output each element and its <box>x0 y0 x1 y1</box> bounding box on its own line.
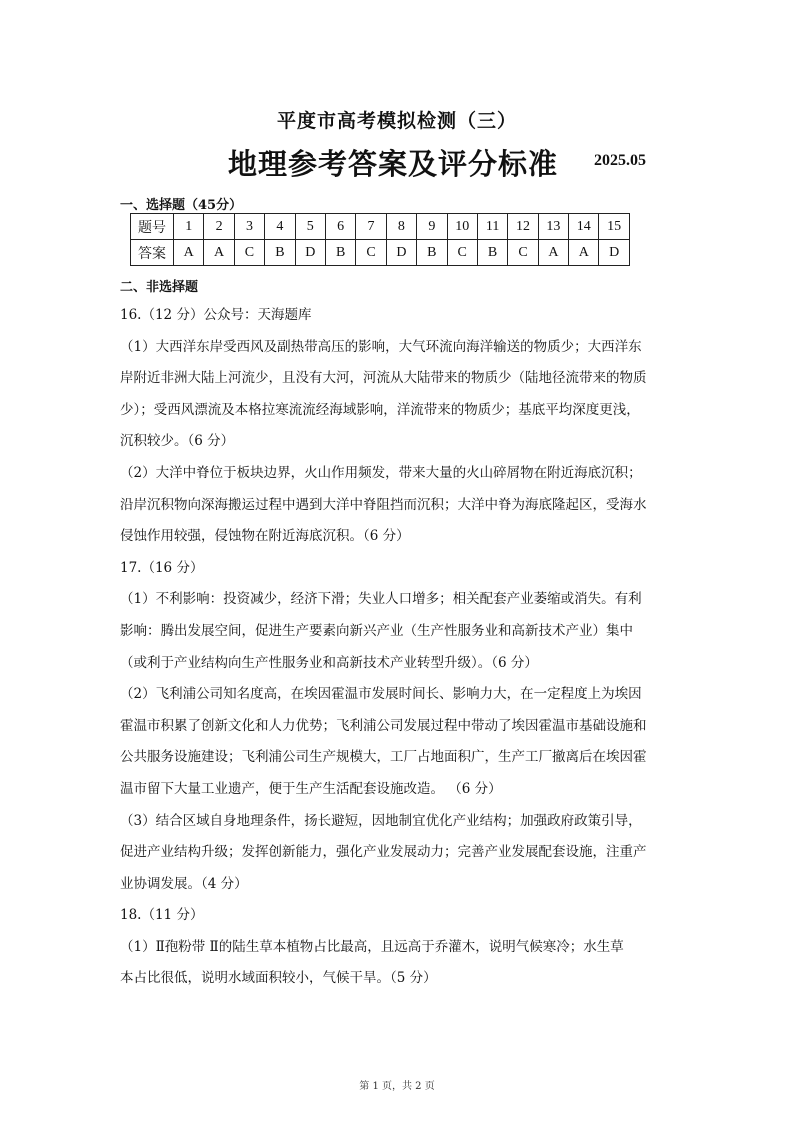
answer-cell: D <box>599 240 629 266</box>
text-line: 岸附近非洲大陆上河流少，且没有大河，河流从大陆带来的物质少（陆地径流带来的物质 <box>120 370 647 387</box>
question-number-cell: 3 <box>234 214 264 240</box>
text-line: （1）大西洋东岸受西风及副热带高压的影响，大气环流向海洋输送的物质少；大西洋东 <box>120 338 642 355</box>
question-number-cell: 8 <box>386 214 416 240</box>
text-line: 沿岸沉积物向深海搬运过程中遇到大洋中脊阻挡而沉积；大洋中脊为海底隆起区，受海水 <box>120 496 647 513</box>
document-date: 2025.05 <box>594 152 646 169</box>
question-number-cell: 1 <box>174 214 204 240</box>
question-number-cell: 5 <box>295 214 325 240</box>
answer-cell: A <box>538 240 568 266</box>
question-number-row <box>131 214 630 240</box>
text-line: （2）大洋中脊位于板块边界，火山作用频发，带来大量的火山碎屑物在附近海底沉积； <box>120 464 642 481</box>
document-subtitle: 地理参考答案及评分标准 <box>228 147 559 181</box>
section-2-title: 二、非选择题 <box>120 280 199 295</box>
row-label-number: 题号 <box>131 214 174 240</box>
row-label-answer: 答案 <box>131 240 174 266</box>
question-number-cell: 15 <box>599 214 629 240</box>
question-number-cell: 7 <box>356 214 386 240</box>
text-line: 促进产业结构升级；发挥创新能力，强化产业发展动力；完善产业发展配套设施，注重产 <box>120 844 647 861</box>
answer-cell: D <box>386 240 416 266</box>
text-line: 霍温市积累了创新文化和人力优势；飞利浦公司发展过程中带动了埃因霍温市基础设施和 <box>120 717 647 734</box>
exam-title: 平度市高考模拟检测（三） <box>276 110 517 132</box>
answer-cell: C <box>234 240 264 266</box>
question-number-cell: 14 <box>569 214 599 240</box>
text-line: （3）结合区域自身地理条件，扬长避短，因地制宜优化产业结构；加强政府政策引导， <box>120 812 642 829</box>
question-number-cell: 10 <box>447 214 477 240</box>
answer-cell: C <box>508 240 538 266</box>
question-number-cell: 4 <box>265 214 295 240</box>
answer-cell: B <box>325 240 355 266</box>
question-number-cell: 11 <box>477 214 507 240</box>
answer-cell: B <box>265 240 295 266</box>
answer-cell: B <box>417 240 447 266</box>
text-line: 业协调发展。（4 分） <box>120 875 248 892</box>
text-line: （1）Ⅱ孢粉带 Ⅱ的陆生草本植物占比最高，且远高于乔灌木，说明气候寒冷；水生草 <box>120 938 624 955</box>
question-number-cell: 2 <box>204 214 234 240</box>
text-line: （或利于产业结构向生产性服务业和高新技术产业转型升级）。（6 分） <box>120 654 538 671</box>
question-number-cell: 13 <box>538 214 568 240</box>
text-line: 17.（16 分） <box>120 559 204 576</box>
answer-cell: A <box>569 240 599 266</box>
answer-cell: B <box>477 240 507 266</box>
text-line: 16.（12 分）公众号：天海题库 <box>120 307 312 323</box>
answer-cell: C <box>356 240 386 266</box>
text-line: （1）不利影响：投资减少，经济下滑；失业人口增多；相关配套产业萎缩或消失。有利 <box>120 591 642 608</box>
answer-row <box>131 240 630 266</box>
answer-cell: C <box>447 240 477 266</box>
question-number-cell: 6 <box>325 214 355 240</box>
text-line: 公共服务设施建设；飞利浦公司生产规模大，工厂占地面积广，生产工厂撤离后在埃因霍 <box>120 749 647 766</box>
question-number-cell: 9 <box>417 214 447 240</box>
text-line: 沉积较少。（6 分） <box>120 433 235 450</box>
answer-cell: A <box>204 240 234 266</box>
answer-content <box>120 300 676 995</box>
text-line: 少）；受西风漂流及本格拉寒流流经海域影响，洋流带来的物质少；基底平均深度更浅， <box>120 401 640 418</box>
text-line: 影响：腾出发展空间，促进生产要素向新兴产业（生产性服务业和高新技术产业）集中 <box>120 622 633 639</box>
text-line: 18.（11 分） <box>120 907 204 924</box>
text-line: （2）飞利浦公司知名度高，在埃因霍温市发展时间长、影响力大，在一定程度上为埃因 <box>120 686 642 703</box>
text-line: 侵蚀作用较强，侵蚀物在附近海底沉积。（6 分） <box>120 528 410 545</box>
answer-cell: A <box>174 240 204 266</box>
section-1-title: 一、选择题（45分） <box>120 198 243 213</box>
page-footer: 第 1 页，共 2 页 <box>359 1081 435 1092</box>
answer-table <box>130 213 630 266</box>
text-line: 本占比很低，说明水域面积较小，气候干旱。（5 分） <box>120 970 437 987</box>
answer-cell: D <box>295 240 325 266</box>
text-line: 温市留下大量工业遗产，便于生产生活配套设施改造。 （6 分） <box>120 780 502 797</box>
question-number-cell: 12 <box>508 214 538 240</box>
